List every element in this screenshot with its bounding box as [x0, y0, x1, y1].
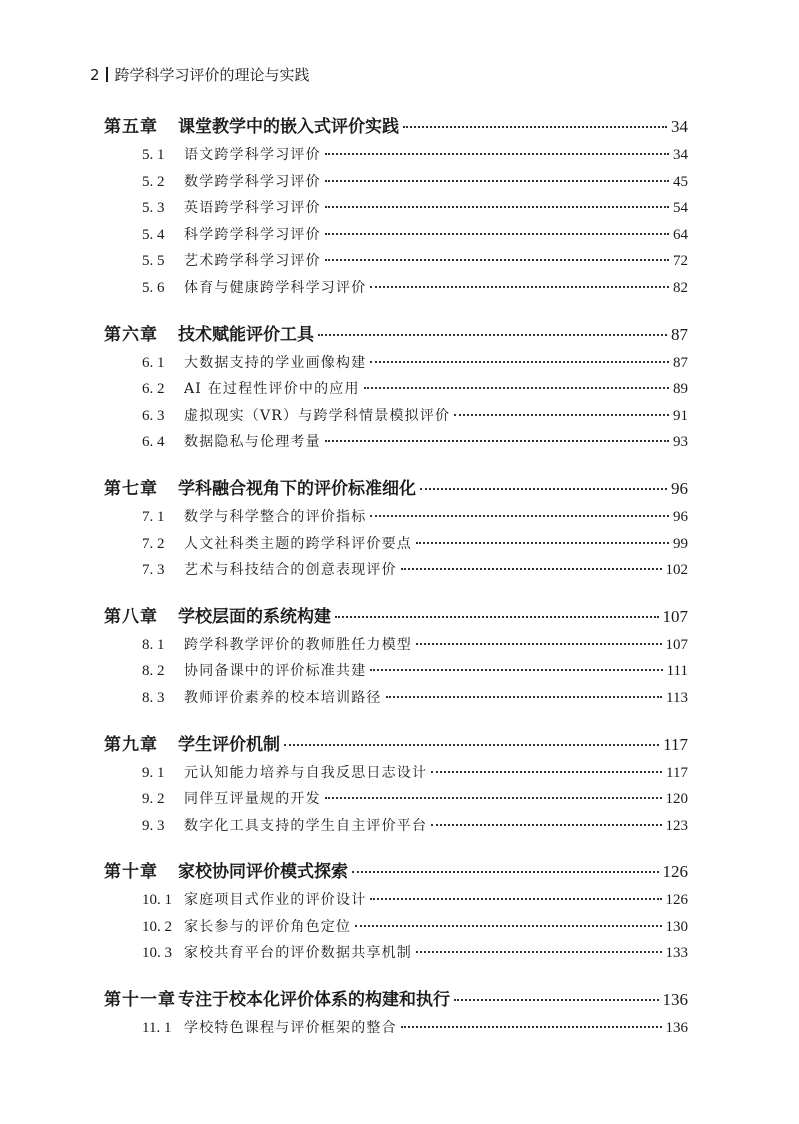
section-number: 5. 5 [142, 253, 165, 270]
section-title: 跨学科教学评价的教师胜任力模型 [184, 636, 412, 653]
chapter-title: 课堂教学中的嵌入式评价实践 [178, 117, 399, 137]
page-number-ref: 89 [673, 381, 688, 398]
toc-section-row[interactable] [104, 942, 688, 969]
section-title: 学校特色课程与评价框架的整合 [184, 1020, 397, 1037]
section-number: 10. 1 [142, 892, 172, 909]
section-title: 元认知能力培养与自我反思日志设计 [184, 764, 428, 781]
dot-leader [401, 1026, 662, 1028]
page-number-ref: 34 [673, 147, 688, 163]
section-number: 5. 1 [142, 147, 165, 163]
chapter-title: 学生评价机制 [178, 734, 280, 755]
toc-chapter-row[interactable] [104, 112, 688, 138]
section-title: AI 在过程性评价中的应用 [184, 381, 360, 398]
toc-section-row[interactable] [104, 889, 688, 916]
toc-section-row[interactable] [104, 352, 688, 379]
chapter-number: 第八章 [104, 606, 158, 627]
section-number: 11. 1 [142, 1020, 172, 1037]
section-number: 8. 1 [142, 636, 165, 653]
page-number-ref: 111 [666, 663, 688, 680]
page-number-ref: 117 [663, 734, 688, 754]
toc-section-row[interactable] [104, 250, 688, 277]
page-number-ref: 93 [673, 434, 688, 451]
section-number: 9. 3 [142, 817, 165, 834]
page-number-ref: 91 [673, 407, 688, 424]
section-number: 8. 3 [142, 689, 165, 706]
dot-leader [325, 259, 669, 261]
table-of-contents [104, 112, 688, 1044]
dot-leader [416, 951, 662, 953]
section-title: 数据隐私与伦理考量 [184, 434, 321, 451]
section-title: 数字化工具支持的学生自主评价平台 [184, 817, 428, 834]
section-title: 家长参与的评价角色定位 [184, 918, 352, 935]
toc-chapter-row[interactable] [104, 320, 688, 346]
page-number-ref: 123 [665, 817, 688, 834]
section-title: 数学跨学科学习评价 [184, 173, 321, 190]
toc-section-row[interactable] [104, 431, 688, 458]
toc-chapter-row[interactable] [104, 730, 688, 756]
section-title: 教师评价素养的校本培训路径 [184, 689, 382, 706]
dot-leader [370, 898, 661, 900]
dot-leader [454, 999, 659, 1001]
page-number-ref: 117 [666, 764, 688, 781]
running-header [90, 64, 310, 85]
dot-leader [325, 233, 669, 235]
section-title: 艺术跨学科学习评价 [184, 253, 321, 270]
page-number-ref: 54 [673, 200, 688, 217]
section-title: 家庭项目式作业的评价设计 [184, 892, 367, 909]
section-number: 6. 1 [142, 354, 165, 371]
section-number: 5. 2 [142, 173, 165, 190]
book-title: 跨学科学习评价的理论与实践 [114, 66, 310, 84]
page-number-ref: 120 [665, 791, 688, 808]
toc-section-row[interactable] [104, 378, 688, 405]
chapter-title: 技术赋能评价工具 [178, 324, 314, 345]
section-number: 7. 1 [142, 508, 165, 525]
section-number: 5. 3 [142, 200, 165, 217]
dot-leader [318, 334, 667, 336]
dot-leader [401, 568, 662, 570]
toc-section-row[interactable] [104, 224, 688, 251]
toc-section-row[interactable] [104, 815, 688, 842]
toc-section-row[interactable] [104, 405, 688, 432]
section-title: 人文社科类主题的跨学科评价要点 [184, 535, 412, 552]
page-number-ref: 96 [673, 508, 688, 525]
toc-section-row[interactable] [104, 197, 688, 224]
dot-leader [370, 515, 669, 517]
page-number-ref: 133 [665, 945, 688, 962]
section-number: 6. 4 [142, 434, 165, 451]
section-title: 科学跨学科学习评价 [184, 226, 321, 243]
page-number-ref: 107 [662, 606, 688, 626]
dot-leader [403, 126, 667, 128]
toc-chapter-row[interactable] [104, 985, 688, 1011]
toc-section-row[interactable] [104, 660, 688, 687]
dot-leader [284, 744, 659, 746]
dot-leader [352, 871, 659, 873]
page-number-ref: 45 [673, 173, 688, 190]
dot-leader [364, 387, 669, 389]
section-number: 5. 6 [142, 279, 165, 296]
page-number-ref: 126 [665, 892, 688, 909]
section-title: 英语跨学科学习评价 [184, 200, 321, 217]
dot-leader [335, 616, 659, 618]
toc-section-row[interactable] [104, 506, 688, 533]
section-number: 8. 2 [142, 663, 165, 680]
page-number-ref: 72 [673, 253, 688, 270]
dot-leader [431, 824, 661, 826]
dot-leader [325, 797, 662, 799]
section-number: 7. 3 [142, 562, 165, 579]
section-title: 艺术与科技结合的创意表现评价 [184, 562, 397, 579]
page-number-ref: 136 [662, 990, 688, 1010]
chapter-number: 第九章 [104, 734, 158, 755]
toc-section-row[interactable] [104, 533, 688, 560]
dot-leader [420, 488, 667, 490]
dot-leader [431, 771, 662, 773]
dot-leader [454, 414, 669, 416]
page-number-ref: 87 [671, 324, 688, 344]
chapter-number: 第六章 [104, 324, 158, 345]
section-title: 数学与科学整合的评价指标 [184, 508, 367, 525]
page-number-ref: 64 [673, 226, 688, 243]
chapter-title: 学科融合视角下的评价标准细化 [178, 478, 416, 499]
page-number-ref: 102 [665, 562, 688, 579]
toc-section-row[interactable] [104, 687, 688, 714]
dot-leader [386, 696, 662, 698]
toc-section-row[interactable] [104, 277, 688, 304]
dot-leader [416, 542, 669, 544]
dot-leader [416, 643, 662, 645]
section-number: 5. 4 [142, 226, 165, 243]
section-number: 10. 3 [142, 945, 172, 962]
chapter-number: 第十章 [104, 862, 158, 883]
dot-leader [370, 669, 662, 671]
toc-section-row[interactable] [104, 762, 688, 789]
toc-section-row[interactable] [104, 171, 688, 198]
section-number: 6. 2 [142, 381, 165, 398]
dot-leader [325, 206, 669, 208]
page-number-ref: 107 [665, 636, 688, 653]
section-number: 10. 2 [142, 918, 172, 935]
page-number-ref: 130 [665, 918, 688, 935]
section-title: 大数据支持的学业画像构建 [184, 354, 367, 371]
toc-chapter-row[interactable] [104, 602, 688, 628]
toc-chapter-row[interactable] [104, 474, 688, 500]
section-title: 协同备课中的评价标准共建 [184, 663, 367, 680]
chapter-title: 家校协同评价模式探索 [178, 862, 348, 883]
header-divider [106, 67, 108, 82]
section-title: 语文跨学科学习评价 [184, 147, 321, 163]
page-number-ref: 34 [671, 117, 688, 136]
page-number-ref: 136 [665, 1020, 688, 1037]
toc-section-row[interactable] [104, 916, 688, 943]
chapter-title: 学校层面的系统构建 [178, 606, 331, 627]
toc-section-row[interactable] [104, 634, 688, 661]
chapter-number: 第十一章 [104, 990, 176, 1011]
section-number: 7. 2 [142, 535, 165, 552]
dot-leader [355, 925, 661, 927]
dot-leader [370, 286, 669, 288]
toc-section-row[interactable] [104, 788, 688, 815]
section-title: 家校共育平台的评价数据共享机制 [184, 945, 412, 962]
page-number-ref: 96 [671, 478, 688, 498]
page-number-ref: 82 [673, 279, 688, 296]
section-title: 体育与健康跨学科学习评价 [184, 279, 367, 296]
dot-leader [325, 180, 669, 182]
chapter-number: 第五章 [104, 117, 158, 137]
page-number-ref: 126 [662, 862, 688, 882]
page-number-ref: 87 [673, 354, 688, 371]
dot-leader [325, 153, 669, 155]
dot-leader [370, 361, 669, 363]
toc-section-row[interactable] [104, 1017, 688, 1044]
section-number: 6. 3 [142, 407, 165, 424]
toc-section-row[interactable] [104, 144, 688, 171]
page-number-ref: 99 [673, 535, 688, 552]
section-title: 虚拟现实（VR）与跨学科情景模拟评价 [184, 407, 451, 424]
toc-chapter-row[interactable] [104, 857, 688, 883]
toc-section-row[interactable] [104, 559, 688, 586]
page-number-ref: 113 [666, 689, 688, 706]
section-number: 9. 1 [142, 764, 165, 781]
page-number: 2 [90, 65, 100, 84]
dot-leader [325, 440, 669, 442]
section-title: 同伴互评量规的开发 [184, 791, 321, 808]
section-number: 9. 2 [142, 791, 165, 808]
chapter-title: 专注于校本化评价体系的构建和执行 [178, 990, 450, 1011]
chapter-number: 第七章 [104, 478, 158, 499]
